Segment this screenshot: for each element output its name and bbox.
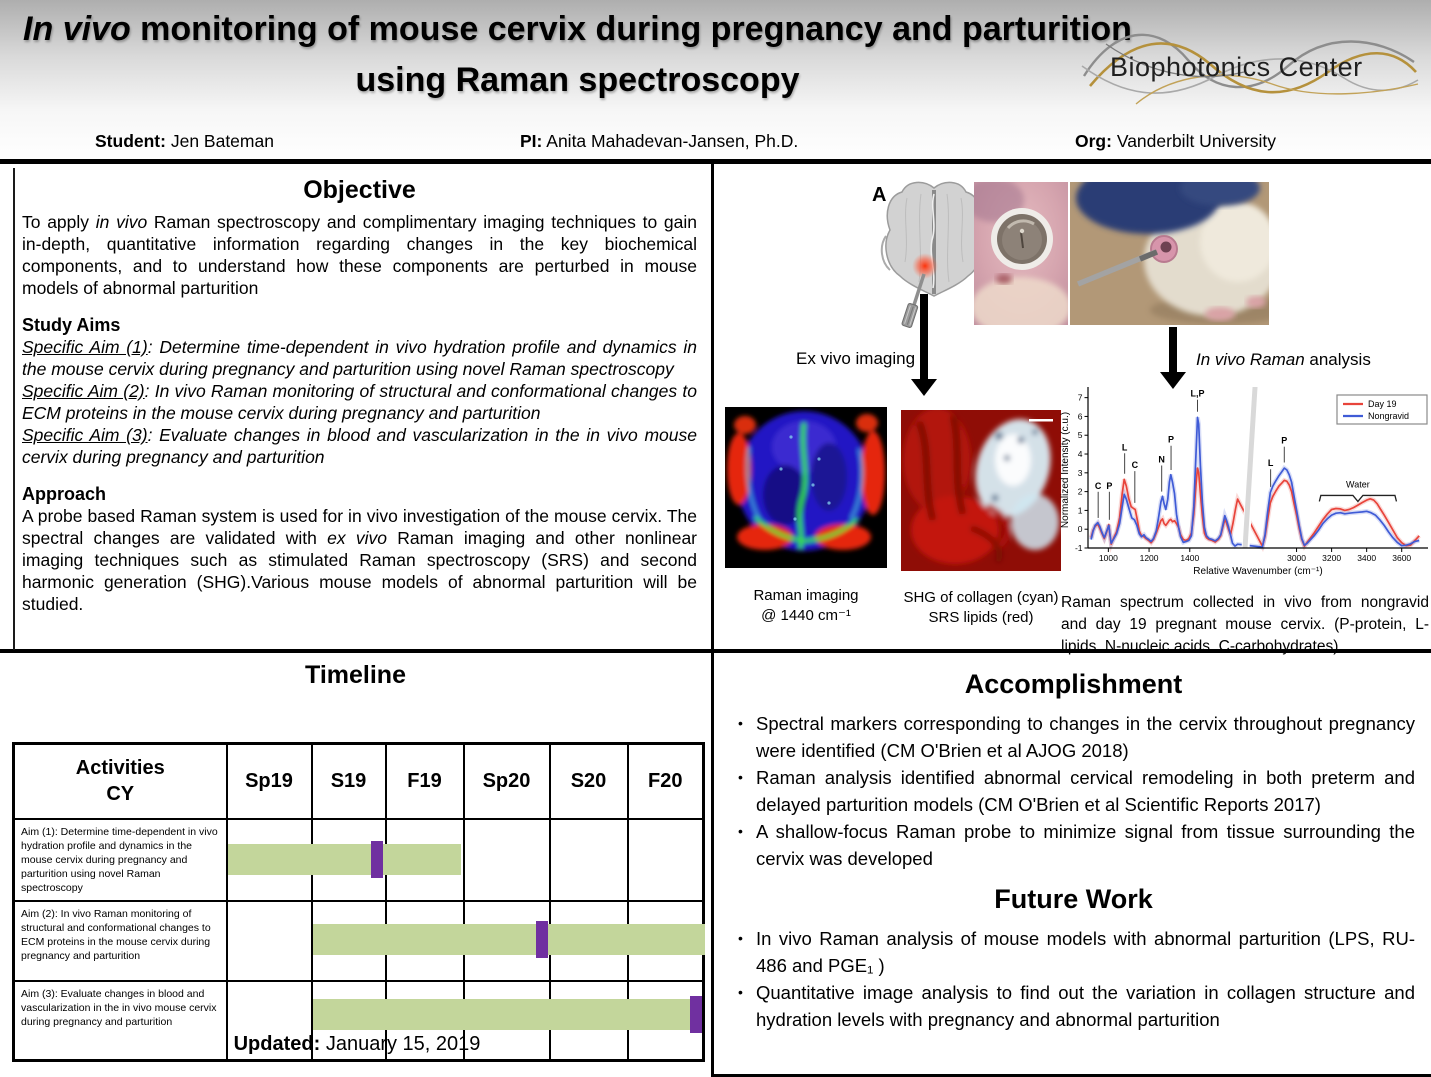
shg-caption: SHG of collagen (cyan) SRS lipids (red)	[903, 589, 1059, 626]
shg-srs-image	[901, 410, 1061, 571]
svg-text:1000: 1000	[1098, 553, 1118, 563]
svg-text:P: P	[1168, 434, 1175, 445]
title-rest-part: monitoring of mouse cervix during pregnancy and parturition using Raman spectroscopy	[130, 10, 1132, 99]
col-header-sp19: Sp19	[227, 744, 312, 819]
col-header-f20: F20	[628, 744, 704, 819]
svg-text:4: 4	[1077, 449, 1083, 460]
title-italic-part: In vivo	[23, 10, 131, 48]
svg-text:N: N	[1158, 454, 1165, 465]
poster-header	[0, 0, 1431, 160]
aim2-activity-label: Aim (2): In vivo Raman monitoring of structural and conformational changes to ECM proteins in the mouse cervix during pregnancy and parturition	[14, 901, 227, 981]
in-vivo-flow-arrow	[1160, 327, 1186, 389]
objective-section	[0, 164, 711, 649]
future-work-item: • Quantitative image analysis to find out the variation in collagen structure and hydration levels with pregnancy and abnormal parturition	[738, 982, 1415, 1030]
logo-text: Biophotonics Center	[1110, 52, 1363, 82]
timeline-table-wrap	[12, 742, 702, 1062]
gantt-progress-marker-aim2	[536, 921, 548, 958]
ex-vivo-label: Ex vivo imaging	[796, 349, 916, 368]
speculum-photo	[974, 182, 1068, 325]
svg-text:L,P: L,P	[1190, 388, 1205, 399]
approach-heading: Approach	[22, 484, 107, 504]
gantt-bar-aim1	[228, 844, 461, 875]
figures-section	[711, 164, 1431, 655]
gantt-progress-marker-aim3	[690, 996, 702, 1033]
gantt-bar-aim3	[313, 999, 700, 1030]
svg-text:Water: Water	[1346, 479, 1370, 490]
specific-aim-1: Specific Aim (1): Determine time-dependent in vivo hydration profile and dynamics in the mouse cervix during pregnancy and parturition using novel Raman spectroscopy	[22, 337, 697, 379]
svg-text:P: P	[1106, 480, 1113, 491]
timeline-section	[0, 653, 711, 1077]
svg-text:C: C	[1094, 480, 1102, 491]
raman-spectrum-chart	[1056, 386, 1431, 588]
org-field: Org: Vanderbilt University	[1075, 131, 1276, 151]
approach-body: A probe based Raman system is used for in vivo investigation of the mouse cervix. The spectral changes are validated with ex vivo Raman imaging and other nonlinear imaging techniques such as stimulated Raman spectroscopy (SRS) and second harmonic generation (SHG).Various mouse models of abnormal parturition will be studied.	[22, 506, 698, 614]
future-work-heading: Future Work	[994, 884, 1153, 914]
svg-text:3000: 3000	[1287, 553, 1307, 563]
figure-a-label: A	[872, 184, 887, 206]
col-header-s20: S20	[550, 744, 628, 819]
svg-text:Relative Wavenumber (cm⁻¹): Relative Wavenumber (cm⁻¹)	[1193, 566, 1323, 577]
svg-text:1400: 1400	[1180, 553, 1200, 563]
svg-text:7: 7	[1077, 392, 1083, 403]
svg-text:1: 1	[1077, 505, 1083, 516]
accomplishment-item: • A shallow-focus Raman probe to minimize signal from tissue surrounding the cervix was developed	[738, 821, 1415, 869]
author-meta-row	[0, 131, 1431, 157]
gantt-bar-aim2	[313, 924, 705, 955]
aim1-activity-label: Aim (1): Determine time-dependent in vivo hydration profile and dynamics in the mouse cervix during pregnancy and parturition using novel Raman spectroscopy	[14, 819, 227, 901]
svg-text:2: 2	[1077, 486, 1083, 497]
svg-text:P: P	[1281, 435, 1288, 446]
timeline-heading: Timeline	[305, 661, 406, 689]
svg-text:C: C	[1131, 460, 1139, 471]
raman-imaging-caption: Raman imaging @ 1440 cm⁻¹	[753, 587, 859, 624]
raman-imaging-heatmap	[725, 407, 887, 568]
svg-text:Nongravid: Nongravid	[1368, 411, 1410, 422]
pi-field: PI: Anita Mahadevan-Jansen, Ph.D.	[520, 131, 799, 151]
future-work-list	[732, 925, 1415, 1033]
col-header-activities: Activities CY	[14, 744, 227, 819]
objective-heading: Objective	[303, 176, 416, 204]
accomplishment-list	[732, 710, 1415, 872]
svg-text:-1: -1	[1074, 543, 1083, 553]
specific-aim-3: Specific Aim (3): Evaluate changes in blood and vascularization in the in vivo mouse cervix during pregnancy and parturition	[22, 425, 697, 467]
spectrum-caption: Raman spectrum collected in vivo from nongravid and day 19 pregnant mouse cervix. (P-protein, L-lipids, N-nucleic acids, C-carbohydrates)	[1061, 594, 1429, 655]
accomplishment-item: • Raman analysis identified abnormal cervical remodeling in both preterm and delayed parturition models (CM O'Brien et al Scientific Reports 2017)	[738, 767, 1415, 815]
updated-date: Updated: January 15, 2019	[233, 1033, 481, 1055]
aim3-activity-label: Aim (3): Evaluate changes in blood and vascularization in the in vivo mouse cervix during pregnancy and parturition	[14, 981, 227, 1061]
svg-text:3200: 3200	[1322, 553, 1342, 563]
in-vivo-label: In vivo Raman analysis	[1196, 350, 1371, 369]
poster-title	[15, 4, 1140, 106]
svg-text:L: L	[1121, 442, 1128, 453]
svg-text:L: L	[1267, 458, 1274, 469]
accomplishment-section	[711, 653, 1431, 1077]
biophotonics-center-logo	[1076, 14, 1421, 114]
specific-aim-2: Specific Aim (2): In vivo Raman monitoring of structural and conformational changes to ECM proteins in the mouse cervix during pregnancy and parturition	[22, 381, 697, 423]
col-header-f19: F19	[386, 744, 464, 819]
col-header-s19: S19	[312, 744, 386, 819]
svg-text:3600: 3600	[1392, 553, 1412, 563]
accomplishment-item: • Spectral markers corresponding to changes in the cervix throughout pregnancy were identified (CM O'Brien et al AJOG 2018)	[738, 713, 1415, 761]
study-aims-heading: Study Aims	[22, 315, 121, 335]
ex-vivo-flow-arrow	[911, 294, 937, 396]
gantt-progress-marker-aim1	[371, 841, 383, 878]
svg-text:6: 6	[1077, 411, 1083, 422]
scale-bar	[1029, 419, 1053, 422]
svg-text:0: 0	[1077, 524, 1083, 535]
student-field: Student: Jen Bateman	[95, 131, 274, 151]
mouse-foot	[1205, 307, 1235, 321]
svg-text:3400: 3400	[1357, 553, 1377, 563]
future-work-item: • In vivo Raman analysis of mouse models with abnormal parturition (LPS, RU-486 and PGE₁ )	[738, 928, 1415, 976]
col-header-sp20: Sp20	[464, 744, 550, 819]
svg-text:Day 19: Day 19	[1368, 399, 1397, 410]
svg-text:Normalized Intensity (c.u.): Normalized Intensity (c.u.)	[1060, 411, 1071, 529]
objective-body: To apply in vivo Raman spectroscopy and complimentary imaging techniques to gain in-depth, quantitative information regarding changes in the key biochemical components, and to understand how these components are perturbed in mouse models of abnormal parturition	[22, 212, 697, 298]
accomplishment-heading: Accomplishment	[964, 669, 1183, 699]
svg-text:3: 3	[1077, 467, 1083, 478]
svg-text:1200: 1200	[1139, 553, 1159, 563]
mouse-probe-photo	[1070, 182, 1269, 325]
svg-text:5: 5	[1077, 430, 1083, 441]
